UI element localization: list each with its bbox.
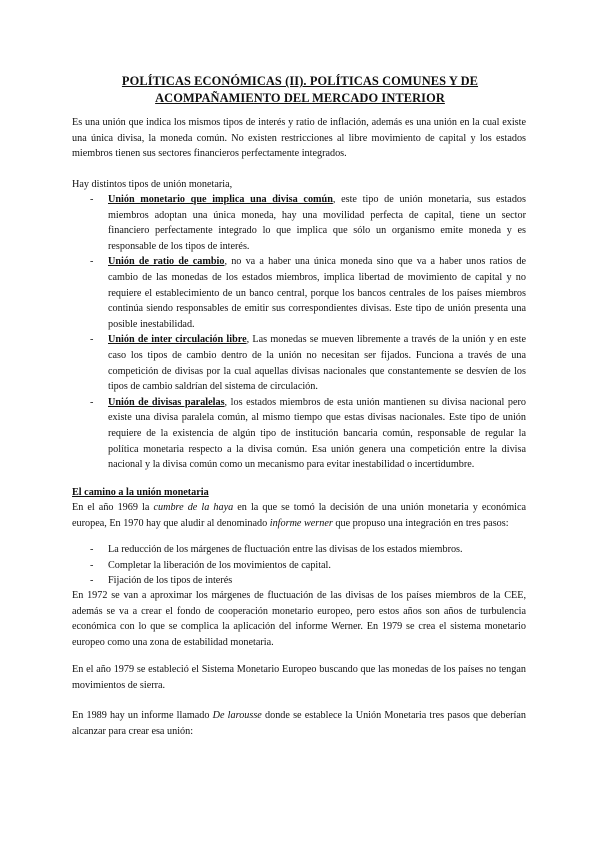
p1-italic-2: informe werner [269,517,333,529]
bullet-dash: - [90,256,94,268]
paragraph-1972 [72,588,526,650]
step-text: Completar la liberación de los movimientos de capital. [108,559,331,571]
type-term: Unión de ratio de cambio [108,256,225,268]
step-text: Fijación de los tipos de interés [108,575,233,587]
type-term: Unión de inter circulación libre [108,334,247,346]
list-item [72,192,526,254]
list-item [72,332,526,394]
p4-italic: De larousse [212,710,262,721]
types-intro-paragraph [72,177,526,193]
step-text: La reducción de los márgenes de fluctuación entre las divisas de los estados miembros. [108,544,463,555]
list-item [72,395,526,473]
bullet-dash: - [90,544,94,555]
type-text: , no va a haber una única moneda sino que va a haber unos ratios de cambio de las monedas de los estados miembros, implica libertad de movimiento de capital y no requiere el establecimiento de un banco central, porque los bancos centrales de los países miembros continúa siendo responsables de emitir sus correspondientes divisas. Este tipo de unión presenta una posible inestabilidad. [108,256,526,330]
steps-list [72,542,526,589]
p1-text-b: en la que se tomó la decisión de una unión monetaria y económica europea, En 1970 hay que aludir al denominado [72,502,526,529]
paragraph-1969 [72,500,526,531]
title-line-2: ACOMPAÑAMIENTO DEL MERCADO INTERIOR [155,91,445,105]
list-item [72,254,526,332]
type-term: Unión de divisas paralelas [108,396,225,408]
document-title [70,73,530,107]
section-heading-text: El camino a la unión monetaria [72,487,209,498]
type-text: , este tipo de unión monetaria, sus estados miembros adoptan una única moneda, hay una movilidad perfecta de capital, tiene un sector financiero perfectamente integrado lo que implica que sólo un organismo emite moneda y es responsable de los tipos de interés. [108,194,526,252]
type-text: , los estados miembros de esta unión mantienen su divisa nacional pero existe una divisa paralela común, al mismo tiempo que estas divisas nacionales. Este tipo de unión requiere de la existencia de algún tipo de institución bancaria común, responsable de regular la política monetaria respecto a la divisa común. Esa unión genera una competición entre la divisa nacional y la divisa común como un mecanismo para evitar inestabilidad o incertidumbre. [108,396,526,471]
intro-paragraph [72,115,526,162]
list-item [72,542,526,558]
p3-text: En el año 1979 se estableció el Sistema Monetario Europeo buscando que las monedas de los países no tengan movimientos de sierra. [72,664,526,691]
paragraph-1989 [72,708,526,739]
bullet-dash: - [90,194,94,205]
type-term: Unión monetario que implica una divisa común [108,194,333,205]
types-intro-text: Hay distintos tipos de unión monetaria, [72,179,233,190]
p4-text-a: En 1989 hay un informe llamado [72,710,213,721]
p1-italic-1: cumbre de la haya [153,502,234,513]
p1-text-a: En el año 1969 la [72,502,154,513]
paragraph-1979 [72,662,526,693]
section-heading [72,485,526,501]
bullet-dash: - [90,575,94,587]
intro-text: Es una unión que indica los mismos tipos de interés y ratio de inflación, además es una unión en la cual existe una única divisa, la moneda común. No existen restricciones al libre movimiento de capital y los estados miembros tienen sus sectores financieros perfectamente integrados. [72,117,526,160]
list-item [72,558,526,574]
title-line-1: POLÍTICAS ECONÓMICAS (II). POLÍTICAS COMUNES Y DE [121,74,479,88]
bullet-dash: - [90,559,94,571]
type-text: , Las monedas se mueven libremente a través de la unión y en este caso los tipos de cambio dentro de la unión no necesitan ser fijados. Funciona a través de una competición de divisas por la cual aquellas divisas nacionales que constantemente se desvíen de los tipos de cambio saldrían del sistema de circulación. [108,334,526,393]
types-list [72,192,526,473]
bullet-dash: - [90,396,94,408]
p4-text-b: donde se establece la Unión Monetaria tres pasos que deberían alcanzar para crear esa unión: [72,710,527,737]
bullet-dash: - [90,334,94,346]
p2-text: En 1972 se van a aproximar los márgenes de fluctuación de las divisas de los países miembros de la CEE, además se va a crear el fondo de cooperación monetario europeo, pero estos años son años de turbulencia económica con lo que se complica la aplicación del informe Werner. En 1979 se crea el sistema monetario europeo como una zona de estabilidad monetaria. [72,590,526,648]
list-item [72,573,526,589]
p1-text-c: que propuso una integración en tres pasos: [332,517,509,529]
